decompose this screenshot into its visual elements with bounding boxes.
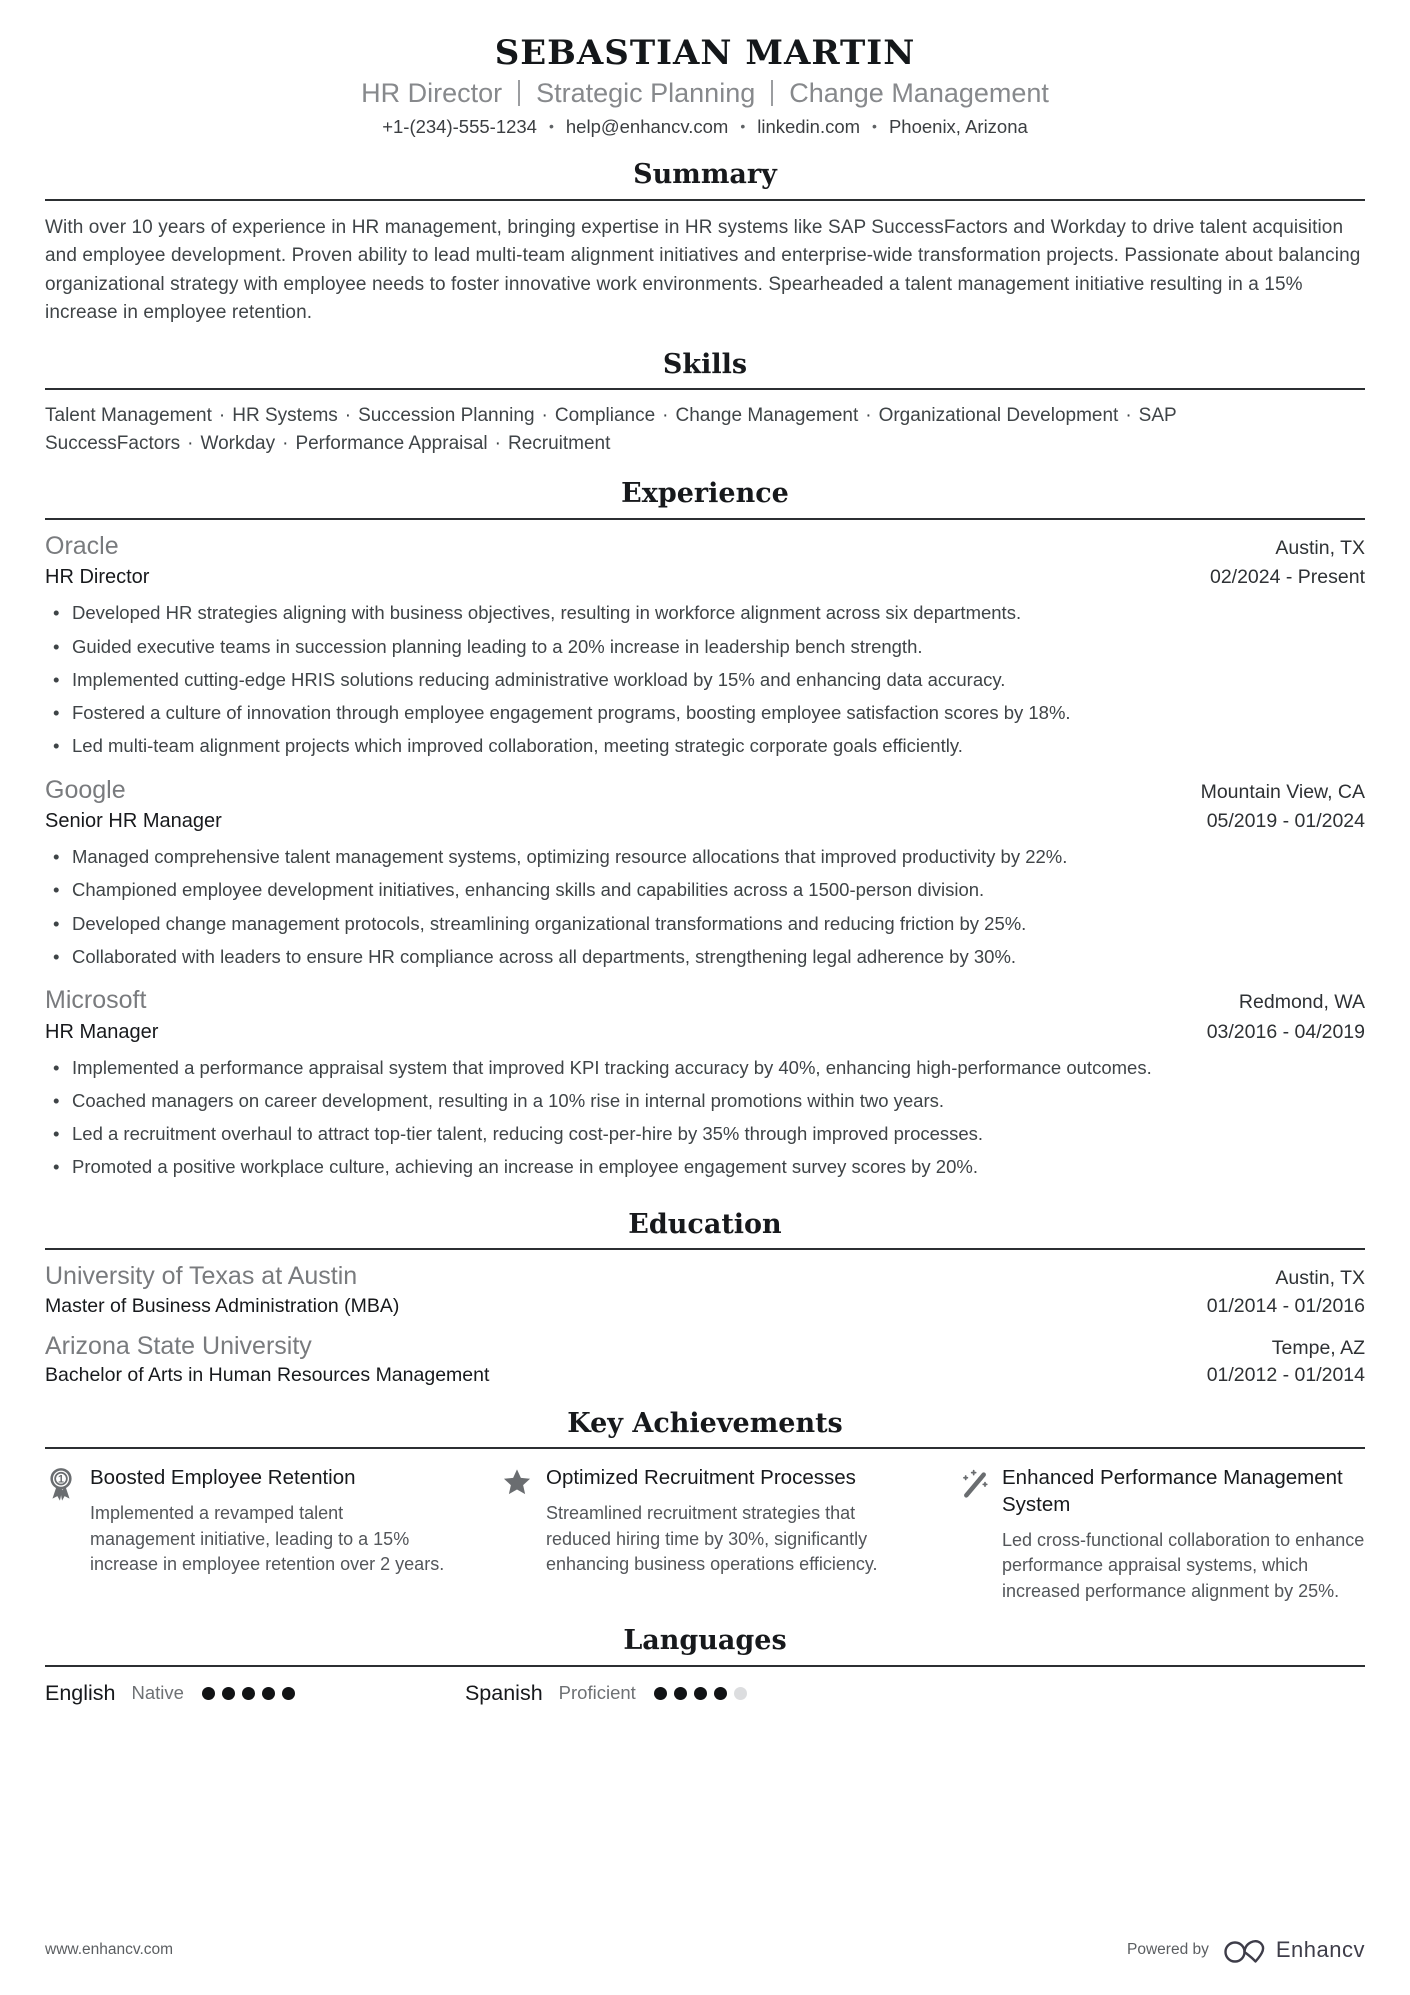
experience-entry [45,984,1365,1181]
email-link[interactable]: • help@enhancv.com [537,116,728,138]
language-level: Native [131,1682,184,1704]
proficiency-dot [262,1687,275,1700]
proficiency-dot [282,1687,295,1700]
job-bullet: • Collaborated with leaders to ensure HR compliance across all departments, strengthening legal adherence by 30%. [45,944,1365,970]
job-bullet: • Managed comprehensive talent management systems, optimizing resource allocations that improved productivity by 22%. [45,844,1365,870]
job-bullet-list [45,844,1365,970]
languages-section [45,1625,1365,1705]
languages-row [45,1681,1365,1706]
education-entry [45,1260,1365,1318]
education-entry [45,1330,1365,1388]
powered-by-label: Powered by [1127,1941,1209,1958]
skill-item: Workday · [200,433,295,454]
achievement-description: Led cross-functional collaboration to enhance performance appraisal systems, which increased performance alignment by 25%. [1002,1529,1365,1601]
degree-name: Bachelor of Arts in Human Resources Management [45,1364,490,1387]
page-footer [45,1933,1365,1967]
education-title: Education [628,1208,782,1240]
proficiency-dot [714,1687,727,1700]
achievement-card [501,1465,909,1604]
education-dates: 01/2012 - 01/2014 [1206,1364,1365,1387]
education-location: Tempe, AZ [1271,1336,1365,1359]
enhancv-logo[interactable] [1222,1933,1365,1967]
language-proficiency-dots [202,1687,295,1700]
headline-divider [518,80,520,106]
skill-item: Succession Planning · [358,405,555,426]
achievement-description: Streamlined recruitment strategies that reduced hiring time by 30%, significantly enhancing business operations efficiency. [546,1503,878,1575]
skill-item: Talent Management · [45,405,232,426]
language-proficiency-dots [654,1687,747,1700]
education-dates: 01/2014 - 01/2016 [1206,1294,1365,1317]
achievements-grid [45,1465,1365,1604]
proficiency-dot [654,1687,667,1700]
job-dates: 05/2019 - 01/2024 [1206,810,1365,833]
language-name: Spanish [464,1680,543,1705]
candidate-name: SEBASTIAN MARTIN [494,33,916,73]
job-bullet: • Promoted a positive workplace culture, achieving an increase in employee engagement survey scores by 20%. [45,1154,1365,1180]
skill-item: Compliance · [555,405,676,426]
skill-item: Organizational Development · [879,405,1139,426]
skills-title: Skills [662,348,748,380]
svg-text:1: 1 [58,1474,64,1487]
job-bullet: • Guided executive teams in succession planning leading to a 20% increase in leadership bench strength. [45,634,1365,660]
job-location: Mountain View, CA [1200,780,1365,803]
linkedin-link[interactable]: • linkedin.com [728,116,860,138]
candidate-headline [45,77,1365,109]
job-dates: 03/2016 - 04/2019 [1206,1020,1365,1043]
skills-section [45,349,1365,457]
job-bullet-list [45,1055,1365,1181]
enhancv-website-link[interactable]: www.enhancv.com [45,1941,174,1958]
achievement-body [546,1465,909,1577]
job-bullet: • Implemented cutting-edge HRIS solutions reducing administrative workload by 15% and enhancing data accuracy. [45,667,1365,693]
achievements-section [45,1408,1365,1604]
skill-item: Recruitment [507,432,611,454]
language-name: English [45,1680,116,1705]
company-name: Google [45,775,126,804]
headline-specialty-2: Change Management [789,78,1049,109]
job-bullet: • Led a recruitment overhaul to attract top-tier talent, reducing cost-per-hire by 35% through improved processes. [45,1121,1365,1147]
proficiency-dot [734,1687,747,1700]
medal-icon [45,1466,77,1507]
achievement-title: Optimized Recruitment Processes [546,1466,856,1490]
skill-item: HR Systems · [232,405,358,426]
enhancv-logo-wordmark: Enhancv [1275,1937,1365,1962]
section-rule [45,1447,1365,1449]
job-bullet: • Implemented a performance appraisal system that improved KPI tracking accuracy by 40%, enhancing high-performance outcomes. [45,1055,1365,1081]
location-text: • Phoenix, Arizona [860,116,1028,138]
section-rule [45,1665,1365,1667]
achievement-body [1002,1465,1365,1604]
resume-header [45,34,1365,138]
degree-name: Master of Business Administration (MBA) [45,1294,400,1317]
section-rule [45,199,1365,201]
enhancv-logo-icon [1222,1933,1268,1967]
section-rule [45,388,1365,390]
language-entry [465,1681,747,1706]
wand-icon [957,1466,989,1503]
company-name: Oracle [45,531,119,560]
proficiency-dot [674,1687,687,1700]
job-bullet: • Fostered a culture of innovation through employee engagement programs, boosting employee satisfaction scores by 18%. [45,700,1365,726]
achievement-description: Implemented a revamped talent management initiative, leading to a 15% increase in employee retention over 2 years. [90,1503,445,1575]
company-name: Microsoft [45,986,147,1015]
proficiency-dot [694,1687,707,1700]
proficiency-dot [222,1687,235,1700]
achievement-title: Boosted Employee Retention [90,1466,356,1490]
headline-role: HR Director [361,78,503,109]
summary-text: With over 10 years of experience in HR management, bringing expertise in HR systems like SAP SuccessFactors and Workday to drive talent acquisition and employee development. Proven ability to lead multi-team alignment initiatives and enterprise-wide transformation projects. Passionate about balancing organizational strategy with employee needs to foster innovative work environments. Spearheaded a talent management initiative resulting in a 15% increase in employee retention. [45,216,1361,324]
section-rule [45,518,1365,520]
achievement-body [90,1465,453,1577]
phone-number: +1-(234)-555-1234 [382,116,537,138]
headline-divider [771,80,773,106]
job-title: Senior HR Manager [45,810,222,833]
headline-specialty-1: Strategic Planning [536,78,756,109]
language-entry [45,1681,295,1706]
institution-name: University of Texas at Austin [45,1262,358,1291]
proficiency-dot [242,1687,255,1700]
education-section [45,1209,1365,1387]
contact-row [45,116,1365,138]
proficiency-dot [202,1687,215,1700]
summary-title: Summary [633,159,777,191]
institution-name: Arizona State University [45,1331,312,1360]
star-icon [501,1466,533,1503]
experience-entry [45,530,1365,760]
job-dates: 02/2024 - Present [1209,566,1365,589]
achievements-title: Key Achievements [567,1408,843,1440]
skill-item: Performance Appraisal · [295,433,508,454]
experience-entry [45,774,1365,971]
job-title: HR Manager [45,1020,159,1043]
job-bullet: • Coached managers on career development, resulting in a 10% rise in internal promotions within two years. [45,1088,1365,1114]
job-bullet: • Led multi-team alignment projects which improved collaboration, meeting strategic corporate goals efficiently. [45,733,1365,759]
experience-title: Experience [621,478,789,510]
language-level: Proficient [558,1682,636,1704]
achievement-card [45,1465,453,1604]
education-location: Austin, TX [1275,1267,1365,1290]
job-bullet-list [45,600,1365,759]
skill-item: SAP SuccessFactors · [45,405,1176,454]
job-location: Austin, TX [1275,536,1365,559]
powered-by-block [1127,1933,1365,1967]
job-title: HR Director [45,566,150,589]
languages-title: Languages [623,1625,787,1657]
job-bullet: • Developed HR strategies aligning with business objectives, resulting in workforce alignment across six departments. [45,600,1365,626]
skill-item: Change Management · [676,405,879,426]
achievement-title: Enhanced Performance Management System [1002,1466,1343,1517]
experience-section [45,478,1365,1187]
skills-list [45,402,1365,457]
summary-section [45,159,1365,327]
achievement-card [957,1465,1365,1604]
section-rule [45,1248,1365,1250]
job-bullet: • Championed employee development initiatives, enhancing skills and capabilities across a 1500-person division. [45,877,1365,903]
job-location: Redmond, WA [1238,991,1365,1014]
job-bullet: • Developed change management protocols, streamlining organizational transformations and reducing friction by 25%. [45,911,1365,937]
